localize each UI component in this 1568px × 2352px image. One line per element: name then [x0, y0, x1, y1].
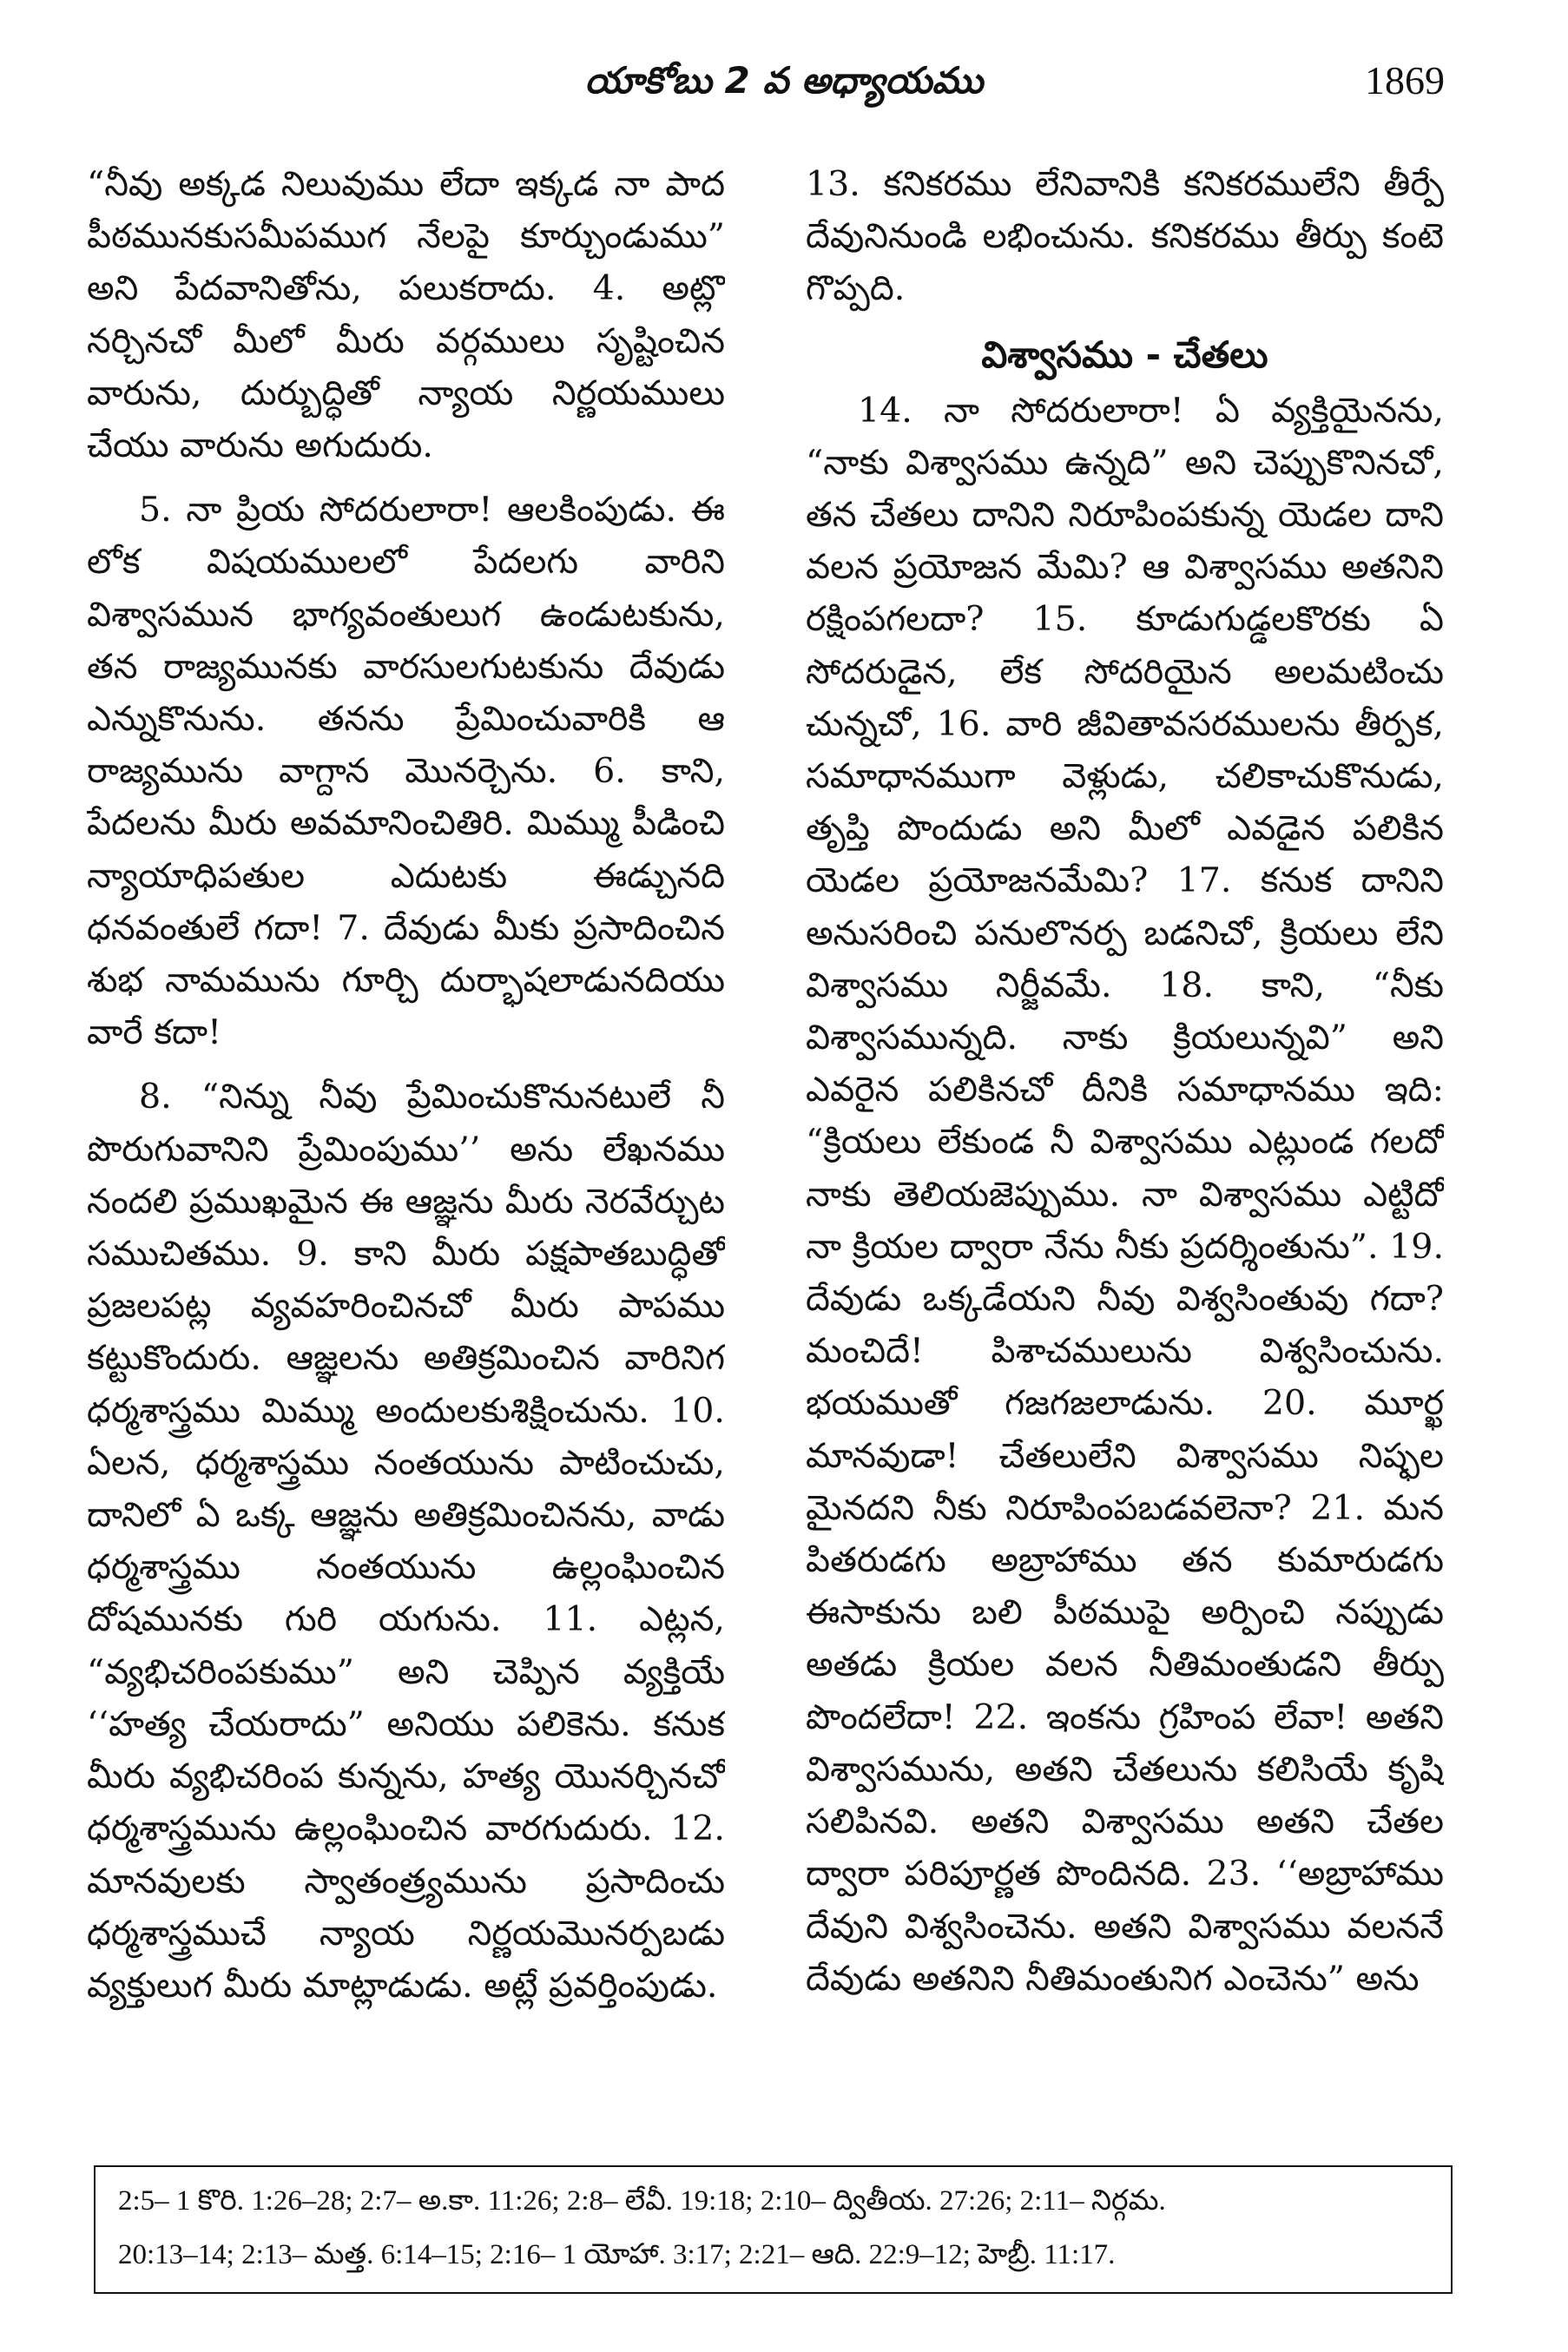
verse-paragraph: “నీవు అక్కడ నిలువుము లేదా ఇక్కడ నా పాద పీఠమునకుసమీపముగ నేలపై కూర్చుండుము” అని పేదవానితోను, పలుకరాదు. 4. అట్లొ నర్చినచో మీలో మీరు వర్గములు సృష్టించిన వారును, దుర్బుద్ధితో న్యాయ నిర్ణయములు చేయు వారును అగుదురు. [87, 164, 725, 466]
page-header [0, 50, 1568, 111]
cross-reference-box [94, 2165, 1453, 2294]
verse-paragraph: 14. నా సోదరులారా! ఏ వ్యక్తియైనను, “నాకు విశ్వాసము ఉన్నది” అని చెప్పుకొనినచో, తన చేతలు దానిని నిరూపింపకున్న యెడల దాని వలన ప్రయోజన మేమి? ఆ విశ్వాసము అతనిని రక్షింపగలదా? 15. కూడుగుడ్డలకొరకు ఏ సోదరుడైన, లేక సోదరియైన అలమటించు చున్నచో, 16. వారి జీవితావసరములను తీర్పక, సమాధానముగా వెళ్లుడు, చలికాచుకొనుడు, తృప్తి పొందుడు అని మీలో ఎవడైన పలికిన యెడల ప్రయోజనమేమి? 17. కనుక దానిని అనుసరించి పనులొనర్ప బడనిచో, క్రియలు లేని విశ్వాసము నిర్జీవమే. 18. కాని, “నీకు విశ్వాసమున్నది. నాకు క్రియలున్నవి” అని ఎవరైన పలికినచో దీనికి సమాధానము ఇది: “క్రియలు లేకుండ నీ విశ్వాసము ఎట్లుండ గలదో నాకు తెలియజెప్పుము. నా విశ్వాసము ఎట్టిదో నా క్రియల ద్వారా నేను నీకు ప్రదర్శింతును”. 19. దేవుడు ఒక్కడేయని నీవు విశ్వసింతువు గదా? మంచిదే! పిశాచములును విశ్వసించును. భయముతో గజగజలాడును. 20. మూర్ఖ మానవుడా! చేతలులేని విశ్వాసము నిష్ఫల మైనదని నీకు నిరూపింపబడవలెనా? 21. మన పితరుడగు అబ్రాహాము తన కుమారుడగు ఈసాకును బలి పీఠముపై అర్పించి నప్పుడు అతడు క్రియల వలన నీతిమంతుడని తీర్పు పొందలేదా! 22. ఇంకను గ్రహింప లేవా! అతని విశ్వాసమును, అతని చేతలును కలిసియే కృషి సలిపినవి. అతని విశ్వాసము అతని చేతల ద్వారా పరిపూర్ణత పొందినది. 23. ‘‘అబ్రాహాము దేవుని విశ్వసించెను. అతని విశ్వాసము వలననే దేవుడు అతనిని నీతిమంతునిగ ఎంచెను” అను [806, 390, 1444, 1999]
verse-paragraph: 8. “నిన్ను నీవు ప్రేమించుకొనునటులే నీ పొరుగువానిని ప్రేమింపుము’’ అను లేఖనము నందలి ప్రముఖమైన ఈ ఆజ్ఞను మీరు నెరవేర్చుట సముచితము. 9. కాని మీరు పక్షపాతబుద్ధితో ప్రజలపట్ల వ్యవహరించినచో మీరు పాపము కట్టుకొందురు. ఆజ్ఞలను అతిక్రమించిన వారినిగ ధర్మశాస్త్రము మిమ్ము అందులకుశిక్షించును. 10. ఏలన, ధర్మశాస్త్రము నంతయును పాటించుచు, దానిలో ఏ ఒక్క ఆజ్ఞను అతిక్రమించినను, వాడు ధర్మశాస్త్రము నంతయును ఉల్లంఘించిన దోషమునకు గురి యగును. 11. ఎట్లన, “వ్యభిచరింపకుము” అని చెప్పిన వ్యక్తియే ‘‘హత్య చేయరాదు” అనియు పలికెను. కనుక మీరు వ్యభిచరింప కున్నను, హత్య యొనర్చినచో ధర్మశాస్త్రమును ఉల్లంఘించిన వారగుదురు. 12. మానవులకు స్వాతంత్ర్యమును ప్రసాదించు ధర్మశాస్త్రముచే న్యాయ నిర్ణయమొనర్పబడు వ్యక్తులుగ మీరు మాట్లాడుడు. అట్లే ప్రవర్తింపుడు. [87, 1077, 725, 2006]
left-column [87, 158, 725, 2129]
chapter-title: యాకోబు 2 వ అధ్యాయము [584, 59, 984, 102]
verse-paragraph: 13. కనికరము లేనివానికి కనికరములేని తీర్పే దేవునినుండి లభించును. కనికరము తీర్పు కంటె గొప్పది. [806, 164, 1444, 309]
section-heading: విశ్వాసము - చేతలు [981, 333, 1268, 376]
cross-reference-line: 20:13–14; 2:13– మత్త. 6:14–15; 2:16– 1 యోహా. 3:17; 2:21– ఆది. 22:9–12; హెబ్రీ. 11:17. [118, 2239, 1116, 2270]
page-number: 1869 [1365, 58, 1445, 102]
cross-reference-line: 2:5– 1 కొరి. 1:26–28; 2:7– అ.కా. 11:26; 2:8– లేవీ. 19:18; 2:10– ద్వితీయ. 27:26; 2:11– నిర్గమ. [118, 2185, 1166, 2217]
right-column [806, 158, 1444, 2129]
verse-paragraph: 5. నా ప్రియ సోదరులారా! ఆలకింపుడు. ఈ లోక విషయములలో పేదలగు వారిని విశ్వాసమున భాగ్యవంతులుగ ఉండుటకును, తన రాజ్యమునకు వారసులగుటకును దేవుడు ఎన్నుకొనును. తనను ప్రేమించువారికి ఆ రాజ్యమును వాగ్దాన మొనర్చెను. 6. కాని, పేదలను మీరు అవమానించితిరి. మిమ్ము పీడించి న్యాయాధిపతుల ఎదుటకు ఈడ్చునది ధనవంతులే గదా! 7. దేవుడు మీకు ప్రసాదించిన శుభ నామమును గూర్చి దుర్భాషలాడునదియు వారే కదా! [87, 490, 725, 1053]
